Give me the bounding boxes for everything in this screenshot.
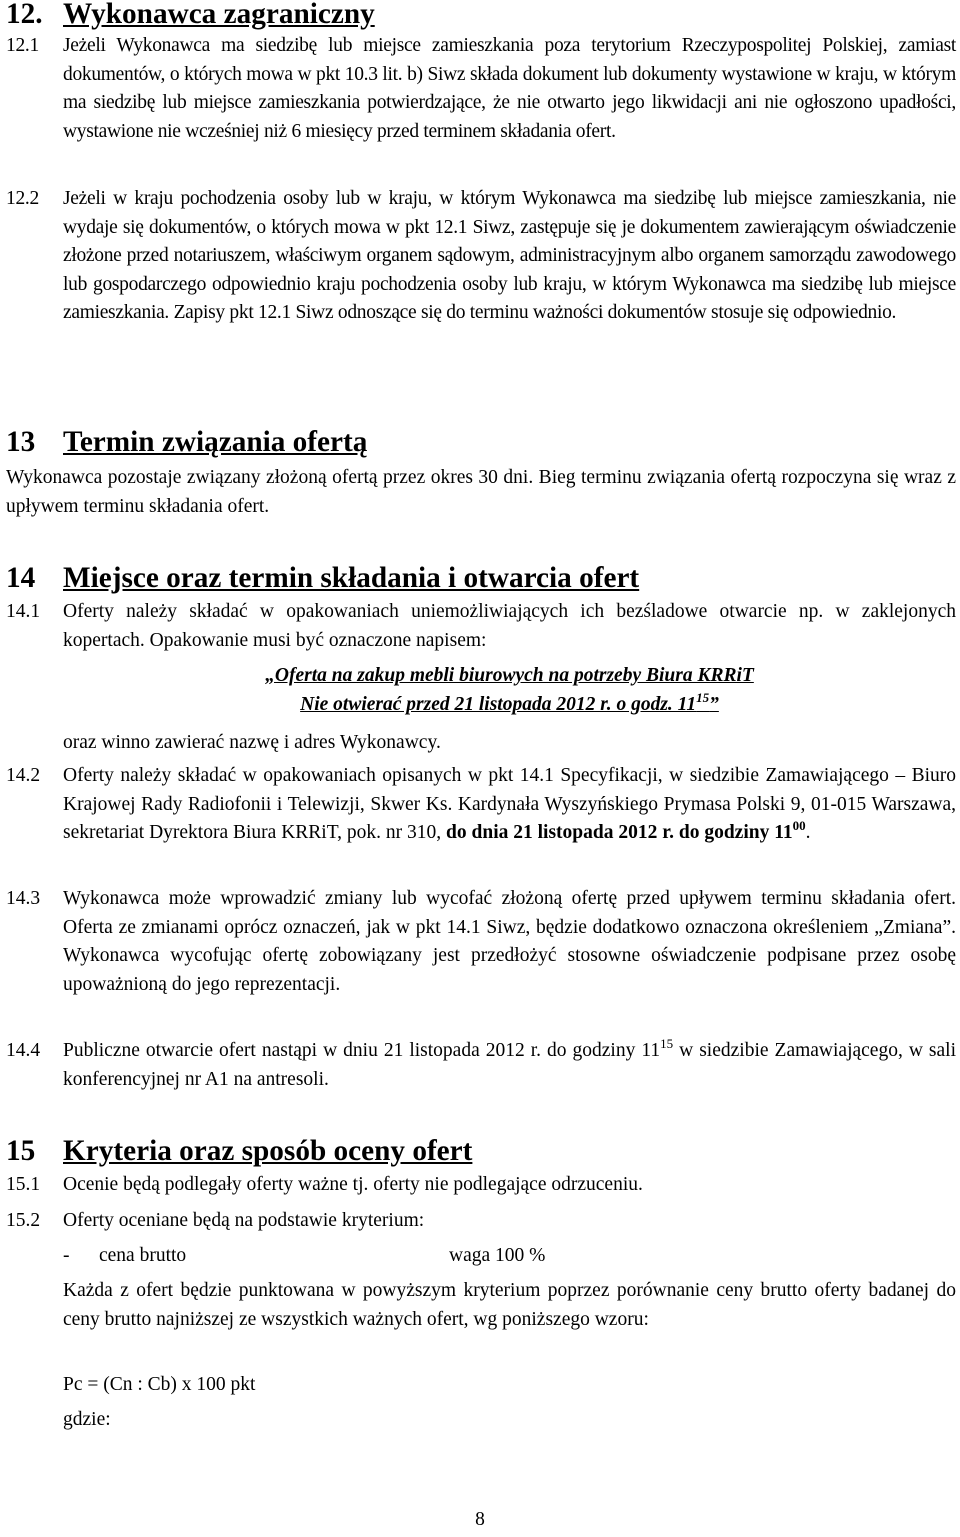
paragraph-number: 15.1: [6, 1174, 41, 1195]
section-15-heading: [6, 1137, 472, 1166]
page-number: 8: [475, 1509, 485, 1530]
deadline-superscript: 00: [792, 818, 806, 834]
paragraph-number: 12.2: [6, 188, 39, 209]
deadline-period: .: [805, 822, 811, 844]
paragraph-text: Jeżeli w kraju pochodzenia osoby lub w kraju, w którym Wykonawca ma siedzibę lub miejsce zamieszkania, nie wydaje się dokumentów, o których mowa w pkt 12.1 Siwz, zastępuje się je dokumentem zawierającym oświadczenie złożone przed notariuszem, właściwym organem sądowym, administracyjnym albo organem samorządu zawodowego lub gospodarczego odpowiednio kraju pochodzenia osoby lub kraju, w którym Wykonawca ma siedzibę lub miejsce zamieszkania. Zapisy pkt 12.1 Siwz odnoszące się do terminu ważności dokumentów stosuje się odpowiednio.: [63, 188, 956, 324]
paragraph-text: [63, 1037, 956, 1094]
paragraph-15-2: [6, 1207, 956, 1236]
criterion-name: cena brutto: [99, 1245, 187, 1266]
envelope-label-superscript: 15: [696, 690, 710, 705]
paragraph-14-1-continuation: oraz winno zawierać nazwę i adres Wykonawcy.: [63, 732, 441, 753]
paragraph-text: Ocenie będą podlegały oferty ważne tj. oferty nie podlegające odrzuceniu.: [63, 1174, 643, 1195]
paragraph-text: Wykonawca może wprowadzić zmiany lub wycofać złożoną ofertę przed upływem terminu składania ofert. Oferta ze zmianami oprócz oznaczeń, jak w pkt 14.1 Siwz, będzie dodatkowo oznaczona określeniem „Zmiana”. Wykonawca wycofując ofertę zobowiązany jest przedłożyć stosowne oświadczenie podpisane przez osobę upoważnioną do jego reprezentacji.: [63, 888, 956, 995]
scoring-explanation: Każda z ofert będzie punktowana w powyższym kryterium poprzez porównanie ceny brutto oferty badanej do ceny brutto najniższej ze wszystkich ważnych ofert, wg poniższego wzoru:: [63, 1280, 956, 1330]
paragraph-body: Oferty należy składać w opakowaniach opisanych w pkt 14.1 Specyfikacji, w siedzibie Zamawiającego – Biuro Krajowej Rady Radiofonii i Telewizji, Skwer Ks. Kardynała Wyszyńskiego Prymasa Polski 9, 01-015 Warszawa, sekretariat Dyrektora Biura KRRiT, pok. nr 310,: [63, 765, 956, 844]
section-13-heading: [6, 428, 367, 457]
opening-location: w siedzibie Zamawiającego, w sali konferencyjnej nr A1 na antresoli.: [63, 1040, 956, 1090]
section-number: 12.: [6, 0, 43, 30]
paragraph-text: Oferty oceniane będą na podstawie kryterium:: [63, 1210, 425, 1231]
paragraph-number: 14.1: [6, 601, 41, 622]
paragraph-text: Jeżeli Wykonawca ma siedzibę lub miejsce zamieszkania poza terytorium Rzeczypospolitej Polskiej, zamiast dokumentów, o których mowa w pkt 10.3 lit. b) Siwz składa dokument lub dokumenty wystawione w kraju, w którym ma siedzibę lub miejsce zamieszkania potwierdzające, że nie otwarto jego likwidacji ani nie ogłoszono upadłości, wystawione nie wcześniej niż 6 miesięcy przed terminem składania ofert.: [63, 35, 956, 142]
criterion-row: [63, 1242, 956, 1271]
deadline-text: do dnia 21 listopada 2012 r. do godziny 11: [446, 822, 793, 844]
envelope-label-line-1: „Oferta na zakup mebli biurowych na potrzeby Biura KRRiT: [265, 665, 754, 686]
opening-text: Publiczne otwarcie ofert nastąpi w dniu 21 listopada 2012 r. do godziny 11: [63, 1040, 661, 1061]
section-title: Wykonawca zagraniczny: [63, 0, 375, 30]
paragraph-14-2: [6, 762, 956, 848]
scoring-formula: Pc = (Cn : Cb) x 100 pkt: [63, 1374, 256, 1395]
paragraph-number: 15.2: [6, 1210, 41, 1231]
paragraph-14-4: [6, 1037, 956, 1094]
paragraph-12-2: [6, 185, 956, 328]
envelope-label-close-quote: ”: [709, 694, 719, 715]
section-14-heading: [6, 564, 639, 593]
paragraph-number: 14.2: [6, 765, 41, 786]
criterion-weight: waga 100 %: [449, 1245, 546, 1266]
section-title: Kryteria oraz sposób oceny ofert: [63, 1135, 473, 1167]
paragraph-number: 14.4: [6, 1040, 41, 1061]
formula-where-label: gdzie:: [63, 1409, 111, 1430]
paragraph-14-1: [6, 598, 956, 655]
section-title: Miejsce oraz termin składania i otwarcia ofert: [63, 562, 640, 594]
paragraph-text: Oferty należy składać w opakowaniach uniemożliwiających ich bezśladowe otwarcie np. w zaklejonych kopertach. Opakowanie musi być oznaczone napisem:: [63, 601, 956, 651]
paragraph-14-3: [6, 885, 956, 999]
section-13-text: Wykonawca pozostaje związany złożoną ofertą przez okres 30 dni. Bieg terminu związania ofertą rozpoczyna się wraz z upływem terminu składania ofert.: [6, 467, 956, 517]
envelope-label-text: Nie otwierać przed 21 listopada 2012 r. o godz. 11: [300, 694, 697, 715]
paragraph-number: 12.1: [6, 35, 39, 56]
section-number: 15: [6, 1135, 36, 1167]
section-number: 14: [6, 562, 36, 594]
envelope-label-line-2: [63, 691, 956, 720]
section-title: Termin związania ofertą: [63, 426, 368, 458]
paragraph-text: [63, 762, 956, 848]
paragraph-number: 14.3: [6, 888, 41, 909]
paragraph-12-1: [6, 32, 956, 146]
opening-superscript: 15: [660, 1036, 674, 1051]
section-number: 13: [6, 426, 36, 458]
criterion-dash: -: [63, 1245, 70, 1266]
section-12-heading: [6, 0, 375, 29]
paragraph-15-1: [6, 1171, 956, 1200]
